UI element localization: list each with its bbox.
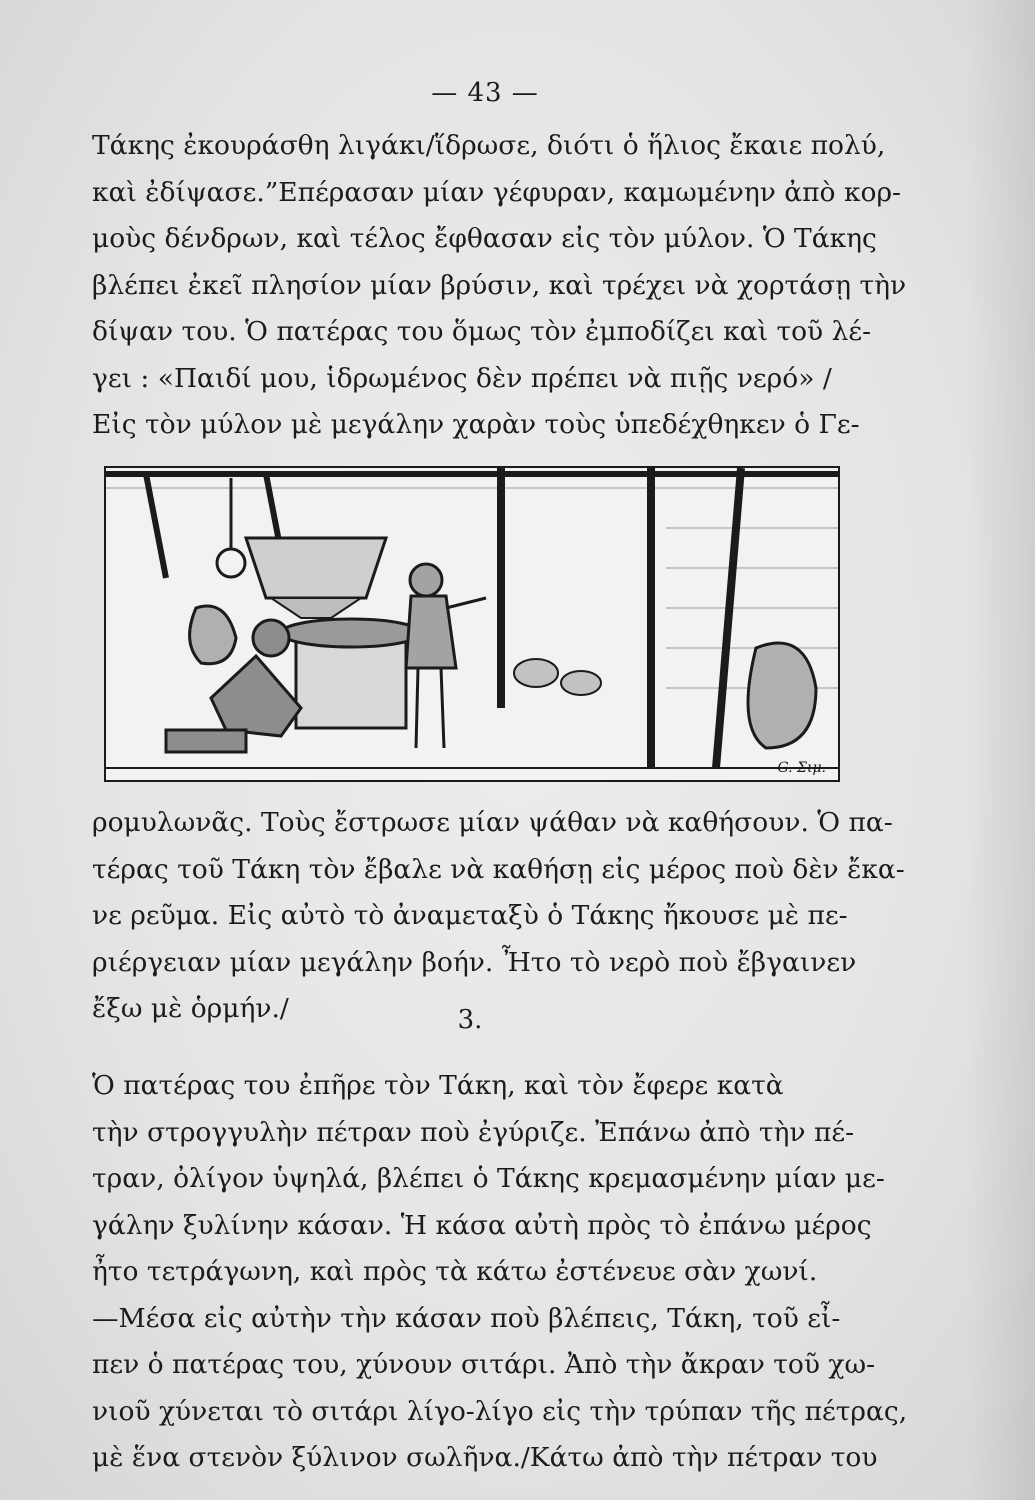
- text-line: νε ρεῦμα. Εἰς αὐτὸ τὸ ἀναμεταξὺ ὁ Τάκης ἤκουσε μὲ πε-: [92, 900, 848, 931]
- text-line: βλέπει ἐκεῖ πλησίον μίαν βρύσιν, καὶ τρέχει νὰ χορτάσῃ τὴν: [92, 269, 907, 301]
- text-line: μὲ ἕνα στενὸν ξύλινον σωλῆνα./Κάτω ἀπὸ τὴν πέτραν του: [92, 1442, 878, 1473]
- text-line: ἦτο τετράγωνη, καὶ πρὸς τὰ κάτω ἐστένευε σὰν χωνί.: [92, 1256, 818, 1287]
- text-line: καὶ ἐδίψασε.”Επέρασαν μίαν γέφυραν, καμωμένην ἀπὸ κορ-: [92, 176, 901, 208]
- text-line: δίψαν του. Ὁ πατέρας του ὅμως τὸν ἐμποδίζει καὶ τοῦ λέ-: [92, 316, 872, 347]
- section-number: 3.: [457, 1005, 483, 1035]
- paragraph-mid: [92, 800, 910, 1033]
- text-line: —Μέσα εἰς αὐτὴν τὴν κάσαν ποὺ βλέπεις, Τάκη, τοῦ εἶ-: [92, 1302, 841, 1334]
- text-line: Τάκης ἐκουράσθη λιγάκι/ἵδρωσε, διότι ὁ ἥλιος ἔκαιε πολύ,: [92, 130, 886, 161]
- paragraph-bottom: [92, 1063, 910, 1482]
- mill-illustration: [104, 466, 840, 782]
- mill-interior-drawing: [106, 468, 838, 780]
- text-line: ἔξω μὲ ὁρμήν./: [92, 993, 289, 1024]
- text-line: τραν, ὀλίγον ὑψηλά, βλέπει ὁ Τάκης κρεμασμένην μίαν με-: [92, 1163, 885, 1194]
- text-line: τέρας τοῦ Τάκη τὸν ἔβαλε νὰ καθήσῃ εἰς μέρος ποὺ δὲν ἔκα-: [92, 853, 905, 885]
- text-line: μοὺς δένδρων, καὶ τέλος ἔφθασαν εἰς τὸν μύλον. Ὁ Τάκης: [92, 223, 877, 254]
- text-line: νιοῦ χύνεται τὸ σιτάρι λίγο-λίγο εἰς τὴν τρύπαν τῆς πέτρας,: [92, 1395, 908, 1427]
- text-line: γάλην ξυλίνην κάσαν. Ἡ κάσα αὐτὴ πρὸς τὸ ἐπάνω μέρος: [92, 1209, 872, 1241]
- text-line: Εἰς τὸν μύλον μὲ μεγάλην χαρὰν τοὺς ὑπεδέχθηκεν ὁ Γε-: [92, 409, 860, 440]
- page-edge-shadow: [965, 0, 1035, 1500]
- text-line: τὴν στρογγυλὴν πέτραν ποὺ ἐγύριζε. Ἐπάνω ἀπὸ τὴν πέ-: [92, 1116, 855, 1148]
- text-line: πεν ὁ πατέρας του, χύνουν σιτάρι. Ἀπὸ τὴν ἄκραν τοῦ χω-: [92, 1349, 876, 1380]
- artist-signature: G. Σιμ.: [777, 760, 826, 776]
- text-line: ριέργειαν μίαν μεγάλην βοήν. Ἦτο τὸ νερὸ ποὺ ἔβγαινεν: [92, 946, 857, 978]
- paragraph-top: [92, 123, 910, 449]
- text-line: γει : «Παιδί μου, ἱδρωμένος δὲν πρέπει νὰ πιῇς νερό» /: [92, 362, 832, 394]
- text-line: Ὁ πατέρας του ἐπῆρε τὸν Τάκη, καὶ τὸν ἔφερε κατὰ: [92, 1070, 784, 1101]
- page-number: — 43 —: [431, 78, 539, 108]
- text-line: ρομυλωνᾶς. Τοὺς ἔστρωσε μίαν ψάθαν νὰ καθήσουν. Ὁ πα-: [92, 807, 893, 838]
